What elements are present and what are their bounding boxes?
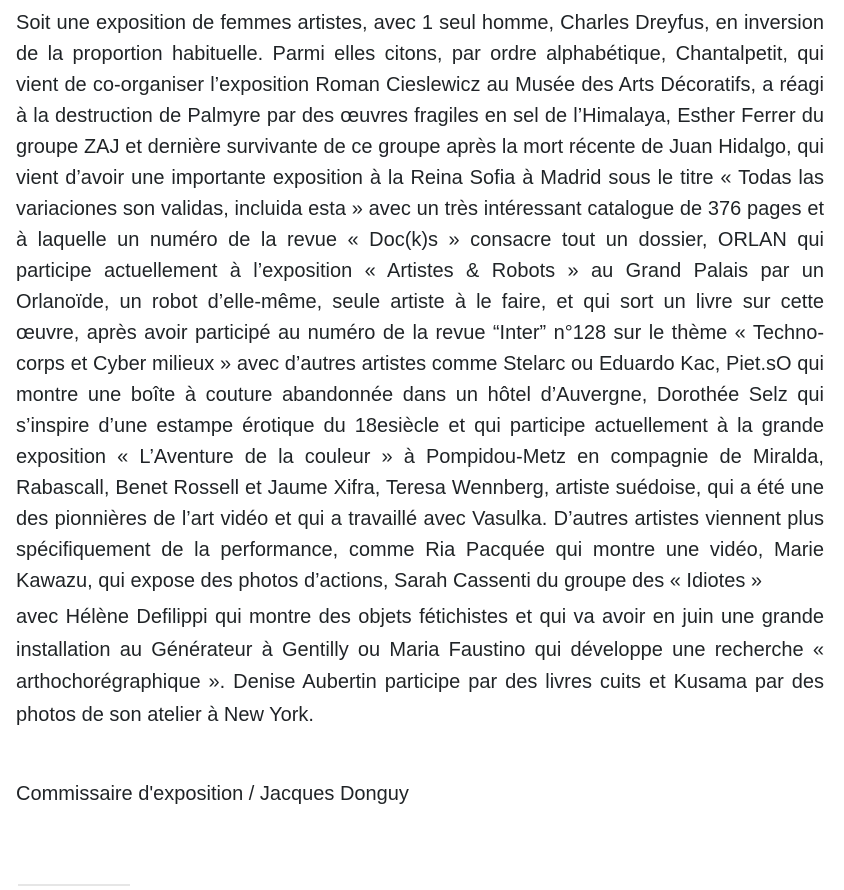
bottom-divider (18, 884, 130, 886)
article-paragraph-continuation: avec Hélène Defilippi qui montre des objets fétichistes et qui va avoir en juin une grande installation au Générateur à Gentilly ou Maria Faustino qui développe une recherche « arthochorégraphique ». Denise Aubertin participe par des livres cuits et Kusama par des photos de son atelier à New York. (16, 606, 824, 726)
curator-credit: Commissaire d'exposition / Jacques Donguy (16, 783, 409, 805)
article-paragraph-main: Soit une exposition de femmes artistes, avec 1 seul homme, Charles Dreyfus, en inversion de la proportion habituelle. Parmi elles citons, par ordre alphabétique, Chantalpetit, qui vient de co-organiser l’exposition Roman Cieslewicz au Musée des Arts Décoratifs, a réagi à la destruction de Palmyre par des œuvres fragiles en sel de l’Himalaya, Esther Ferrer du groupe ZAJ et dernière survivante de ce groupe après la mort récente de Juan Hidalgo, qui vient d’avoir une importante exposition à la Reina Sofia à Madrid sous le titre « Todas las variaciones son validas, incluida esta » avec un très intéressant catalogue de 376 pages et à laquelle un numéro de la revue « Doc(k)s » consacre tout un dossier, ORLAN qui participe actuellement à l’exposition « Artistes & Robots » au Grand Palais par un Orlanoïde, un robot d’elle-même, seule artiste à le faire, et qui sort un livre sur cette œuvre, après avoir participé au numéro de la revue “Inter” n°128 sur le thème « Techno-corps et Cyber milieux » avec d’autres artistes comme Stelarc ou Eduardo Kac, Piet.sO qui montre une boîte à couture abandonnée dans un hôtel d’Auvergne, Dorothée Selz qui s’inspire d’une estampe érotique du 18esiècle et qui participe actuellement à la grande exposition « L’Aventure de la couleur » à Pompidou-Metz en compagnie de Miralda, Rabascall, Benet Rossell et Jaume Xifra, Teresa Wennberg, artiste suédoise, qui a été une des pionnières de l’art vidéo et qui a travaillé avec Vasulka. D’autres artistes viennent plus spécifiquement de la performance, comme Ria Pacquée qui montre une vidéo, Marie Kawazu, qui expose des photos d’actions, Sarah Cassenti du groupe des « Idiotes » (16, 12, 824, 592)
article-body (16, 8, 824, 809)
